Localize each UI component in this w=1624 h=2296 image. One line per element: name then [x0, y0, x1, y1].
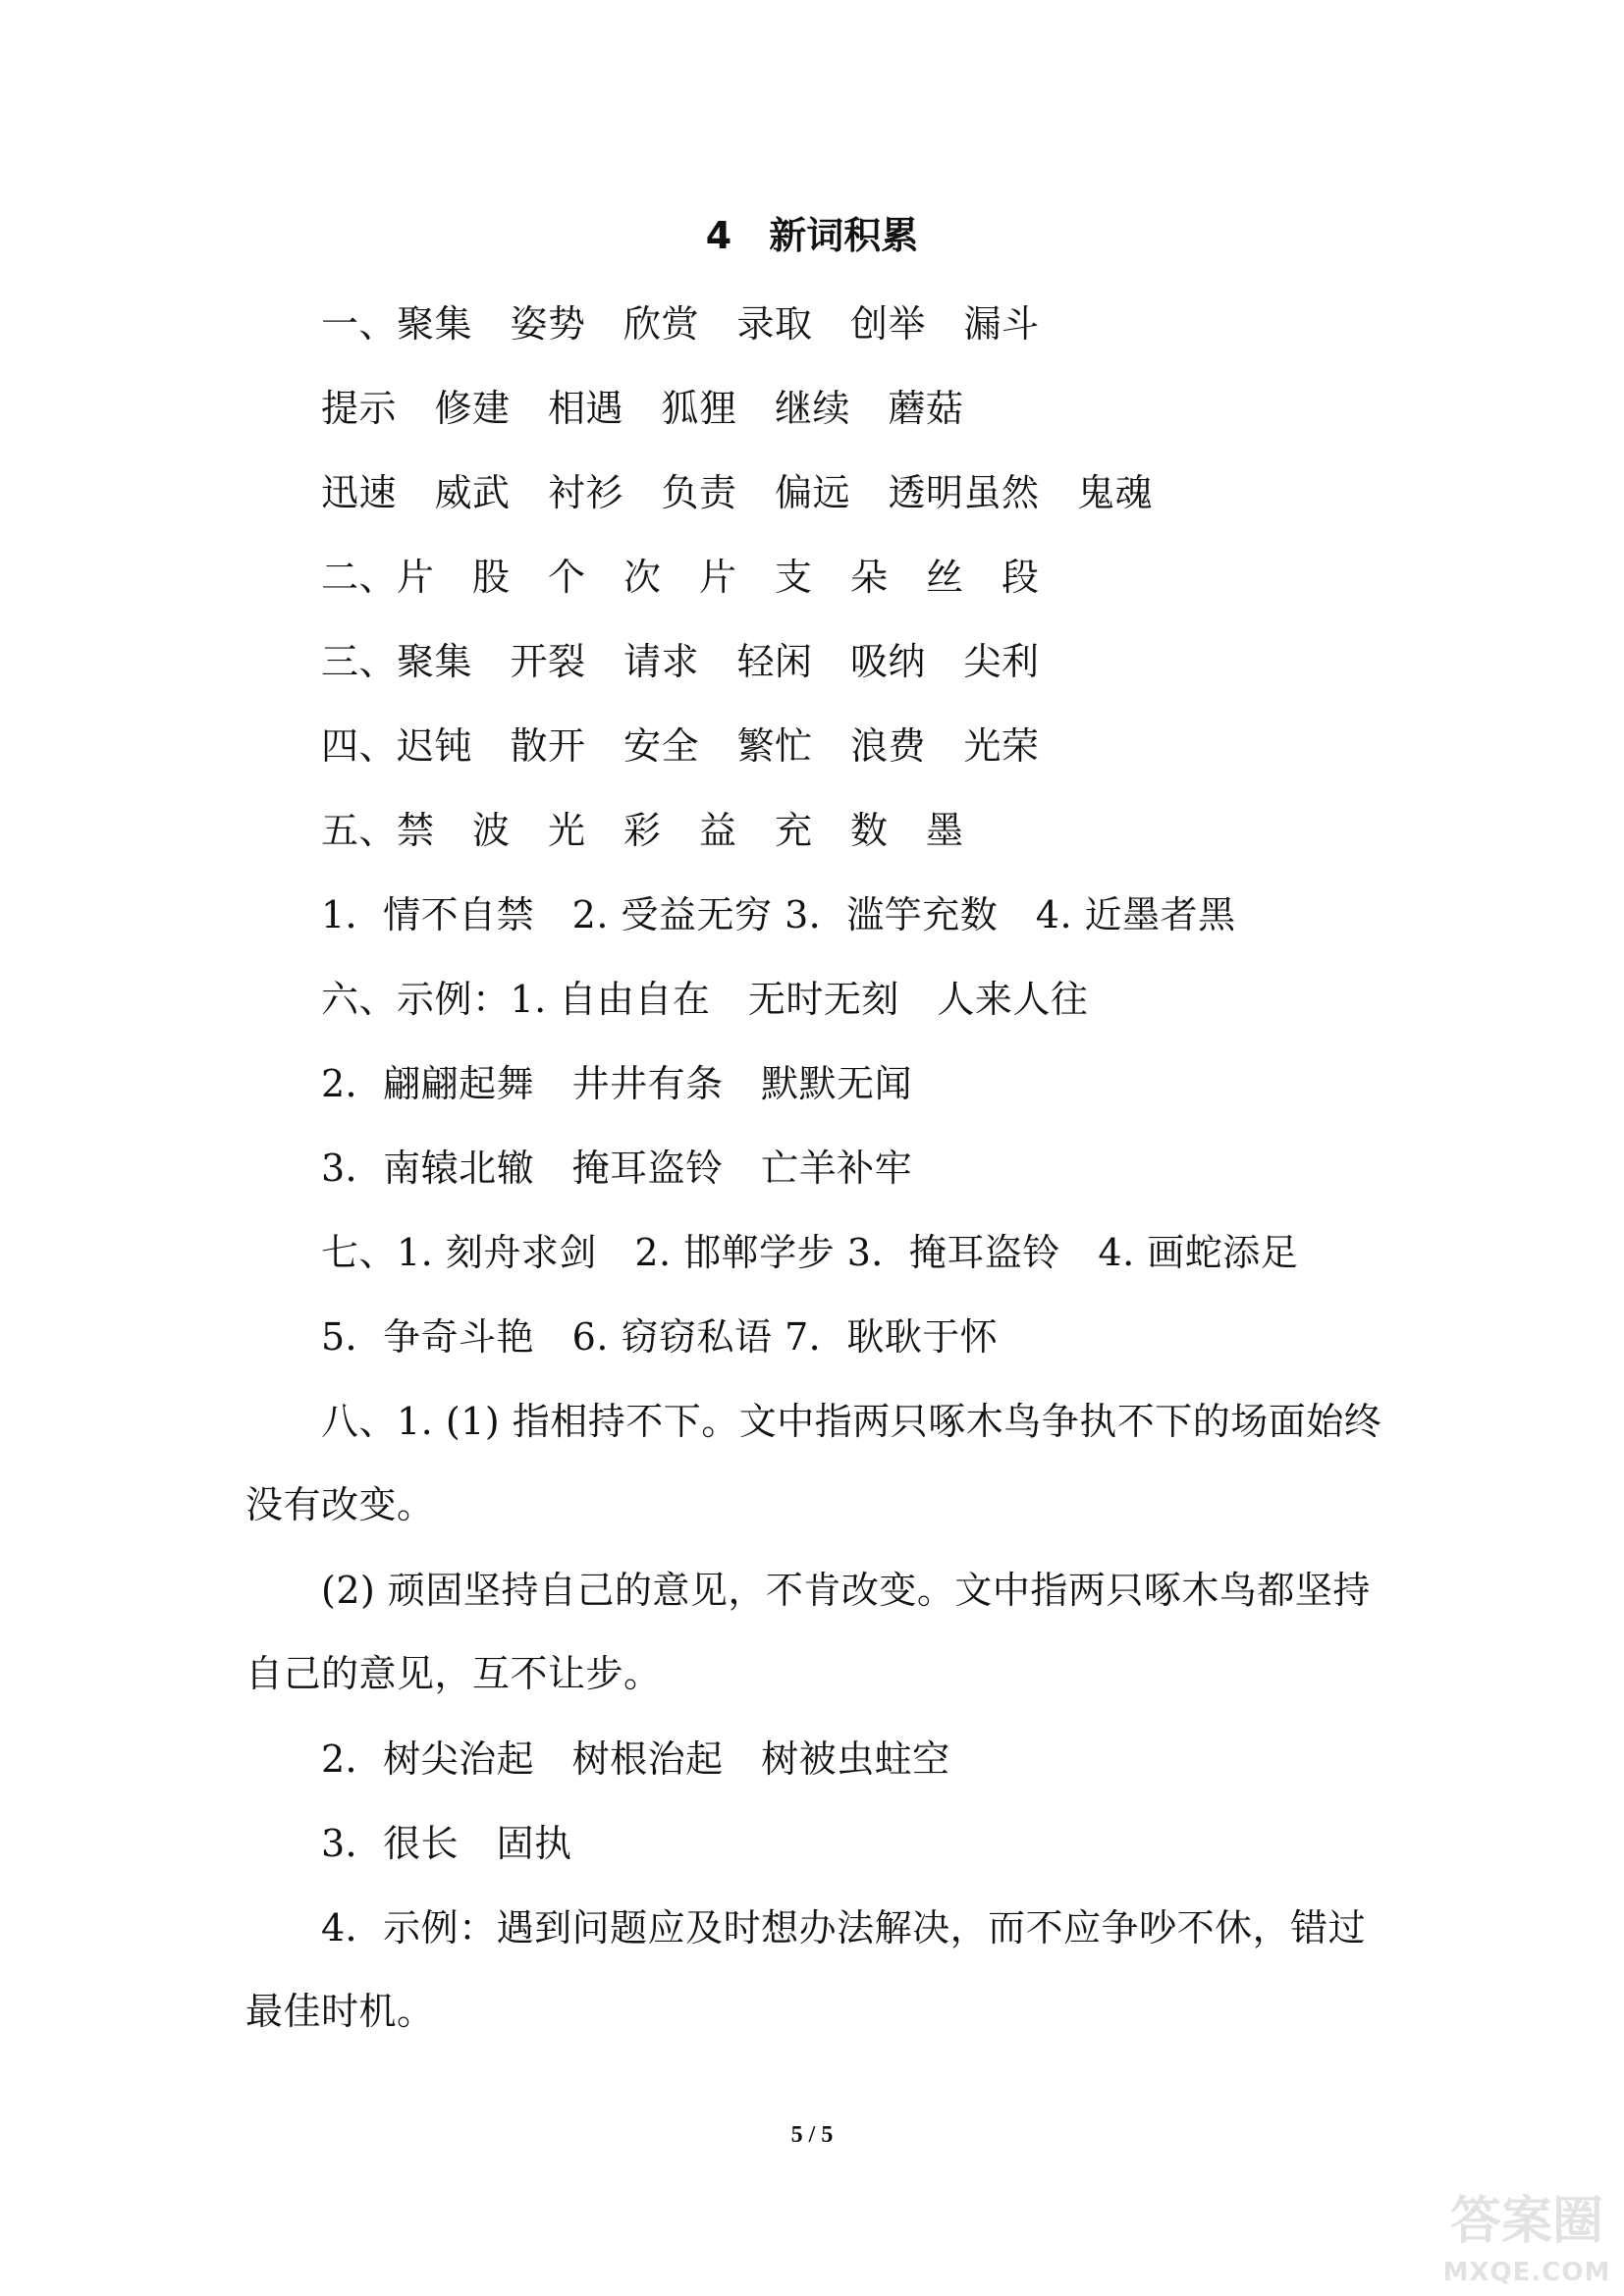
answer-line-5: 三、聚集 开裂 请求 轻闲 吸纳 尖利 [321, 640, 1040, 683]
answer-line-16: (2) 顽固坚持自己的意见，不肯改变。文中指两只啄木鸟都坚持 [321, 1569, 1371, 1612]
answer-line-2: 提示 修建 相遇 狐狸 继续 蘑菇 [321, 387, 964, 430]
answer-line-21: 最佳时机。 [245, 1990, 435, 2033]
section-title: 4 新词积累 [705, 214, 919, 257]
answer-line-7: 五、禁 波 光 彩 益 充 数 墨 [321, 809, 964, 852]
watermark-logo: 答案圈 [1449, 2192, 1603, 2251]
answer-line-1: 一、聚集 姿势 欣赏 录取 创举 漏斗 [321, 302, 1040, 346]
answer-line-4: 二、片 股 个 次 片 支 朵 丝 段 [321, 556, 1040, 599]
answer-line-15: 没有改变。 [245, 1483, 435, 1526]
answer-line-18: 2．树尖治起 树根治起 树被虫蛀空 [321, 1737, 950, 1781]
answer-line-20: 4．示例：遇到问题应及时想办法解决，而不应争吵不休，错过 [321, 1906, 1367, 1949]
page-number: 5 / 5 [790, 2122, 834, 2148]
answer-line-14: 八、1. (1) 指相持不下。文中指两只啄木鸟争执不下的场面始终 [321, 1400, 1382, 1443]
answer-line-9: 六、示例：1. 自由自在 无时无刻 人来人往 [321, 978, 1089, 1021]
answer-line-19: 3．很长 固执 [321, 1822, 572, 1865]
watermark [1434, 2189, 1620, 2292]
answer-line-6: 四、迟钝 散开 安全 繁忙 浪费 光荣 [321, 724, 1040, 768]
watermark-url: MXQE.COM [1442, 2258, 1611, 2287]
answer-line-12: 七、1. 刻舟求剑 2. 邯郸学步 3．掩耳盗铃 4. 画蛇添足 [321, 1231, 1299, 1274]
answer-line-11: 3．南辕北辙 掩耳盗铃 亡羊补牢 [321, 1147, 913, 1190]
answer-line-17: 自己的意见，互不让步。 [245, 1652, 662, 1695]
answer-line-10: 2．翩翩起舞 井井有条 默默无闻 [321, 1062, 913, 1105]
answer-line-13: 5．争奇斗艳 6. 窃窃私语 7．耿耿于怀 [321, 1315, 999, 1359]
answer-line-3: 迅速 威武 衬衫 负责 偏远 透明虽然 鬼魂 [321, 471, 1154, 514]
answer-line-8: 1．情不自禁 2. 受益无穷 3．滥竽充数 4. 近墨者黑 [321, 893, 1236, 936]
